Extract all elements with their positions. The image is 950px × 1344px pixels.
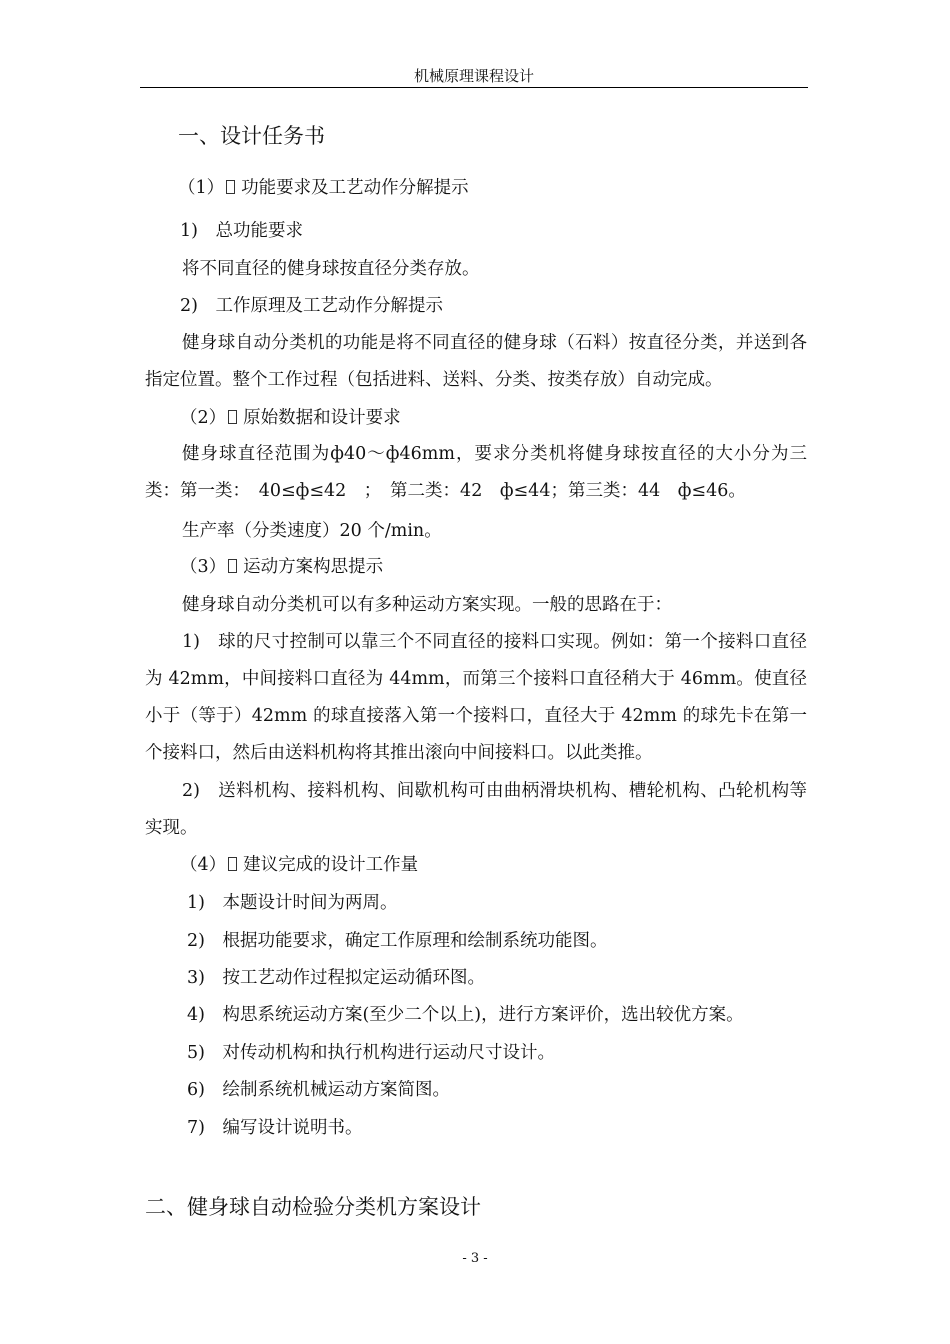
subheading-4 xyxy=(180,855,418,875)
item-2-title: 2) 工作原理及工艺动作分解提示 xyxy=(180,296,443,316)
idea-2-paragraph: 2) 送料机构、接料机构、间歇机构可由曲柄滑块机构、槽轮机构、凸轮机构等实现。 xyxy=(145,781,807,838)
missing-glyph-icon xyxy=(226,180,235,194)
item-2-text: 健身球自动分类机的功能是将不同直径的健身球（石料）按直径分类，并送到各指定位置。整个工作过程（包括进料、送料、分类、按类存放）自动完成。 xyxy=(145,333,807,390)
rate-text: 生产率（分类速度）20 个/min。 xyxy=(182,521,442,541)
work-item: 5) 对传动机构和执行机构进行运动尺寸设计。 xyxy=(187,1043,555,1063)
missing-glyph-icon xyxy=(228,410,237,424)
subheading-4-number: （4） xyxy=(180,855,227,875)
subheading-4-text: 建议完成的设计工作量 xyxy=(243,855,419,875)
subheading-2-number: （2） xyxy=(180,408,227,428)
work-item: 6) 绘制系统机械运动方案简图。 xyxy=(187,1080,450,1100)
subheading-3-text: 运动方案构思提示 xyxy=(243,557,384,577)
work-item: 2) 根据功能要求，确定工作原理和绘制系统功能图。 xyxy=(187,931,608,951)
item-1-text: 将不同直径的健身球按直径分类存放。 xyxy=(182,259,480,279)
subheading-2-text: 原始数据和设计要求 xyxy=(243,408,401,428)
subheading-1-number: （1） xyxy=(178,178,225,198)
work-item: 7) 编写设计说明书。 xyxy=(187,1118,363,1138)
subheading-3 xyxy=(180,557,383,577)
section1-heading: 一、设计任务书 xyxy=(178,124,325,148)
work-item: 1) 本题设计时间为两周。 xyxy=(187,893,398,913)
idea-intro: 健身球自动分类机可以有多种运动方案实现。一般的思路在于： xyxy=(182,595,672,615)
work-item: 3) 按工艺动作过程拟定运动循环图。 xyxy=(187,968,485,988)
subheading-3-number: （3） xyxy=(180,557,227,577)
subheading-1 xyxy=(178,178,469,198)
page-header: 机械原理课程设计 xyxy=(413,67,534,85)
missing-glyph-icon xyxy=(228,559,237,573)
header-rule xyxy=(140,87,808,88)
idea-1-paragraph: 1) 球的尺寸控制可以靠三个不同直径的接料口实现。例如：第一个接料口直径为 42mm，中间接料口直径为 44mm，而第三个接料口直径稍大于 46mm。使直径小于（等于）42mm 的球直接落入第一个接料口，直径大于 42mm 的球先卡在第一个接料口，然后由送料机构将其推出滚向中间接料口。以此类推。 xyxy=(145,632,807,763)
page-number: - 3 - xyxy=(462,1251,488,1266)
subheading-2 xyxy=(180,408,401,428)
section2-heading: 二、健身球自动检验分类机方案设计 xyxy=(145,1195,481,1219)
missing-glyph-icon xyxy=(228,857,237,871)
subheading-1-text: 功能要求及工艺动作分解提示 xyxy=(241,178,469,198)
work-item: 4) 构思系统运动方案(至少二个以上)，进行方案评价，选出较优方案。 xyxy=(187,1005,744,1025)
item-1-title: 1) 总功能要求 xyxy=(180,221,303,241)
data-paragraph: 健身球直径范围为ф40～ф46mm，要求分类机将健身球按直径的大小分为三类：第一类： 40≤ф≤42 ； 第二类：42 ф≤44；第三类：44 ф≤46。 xyxy=(145,444,807,501)
